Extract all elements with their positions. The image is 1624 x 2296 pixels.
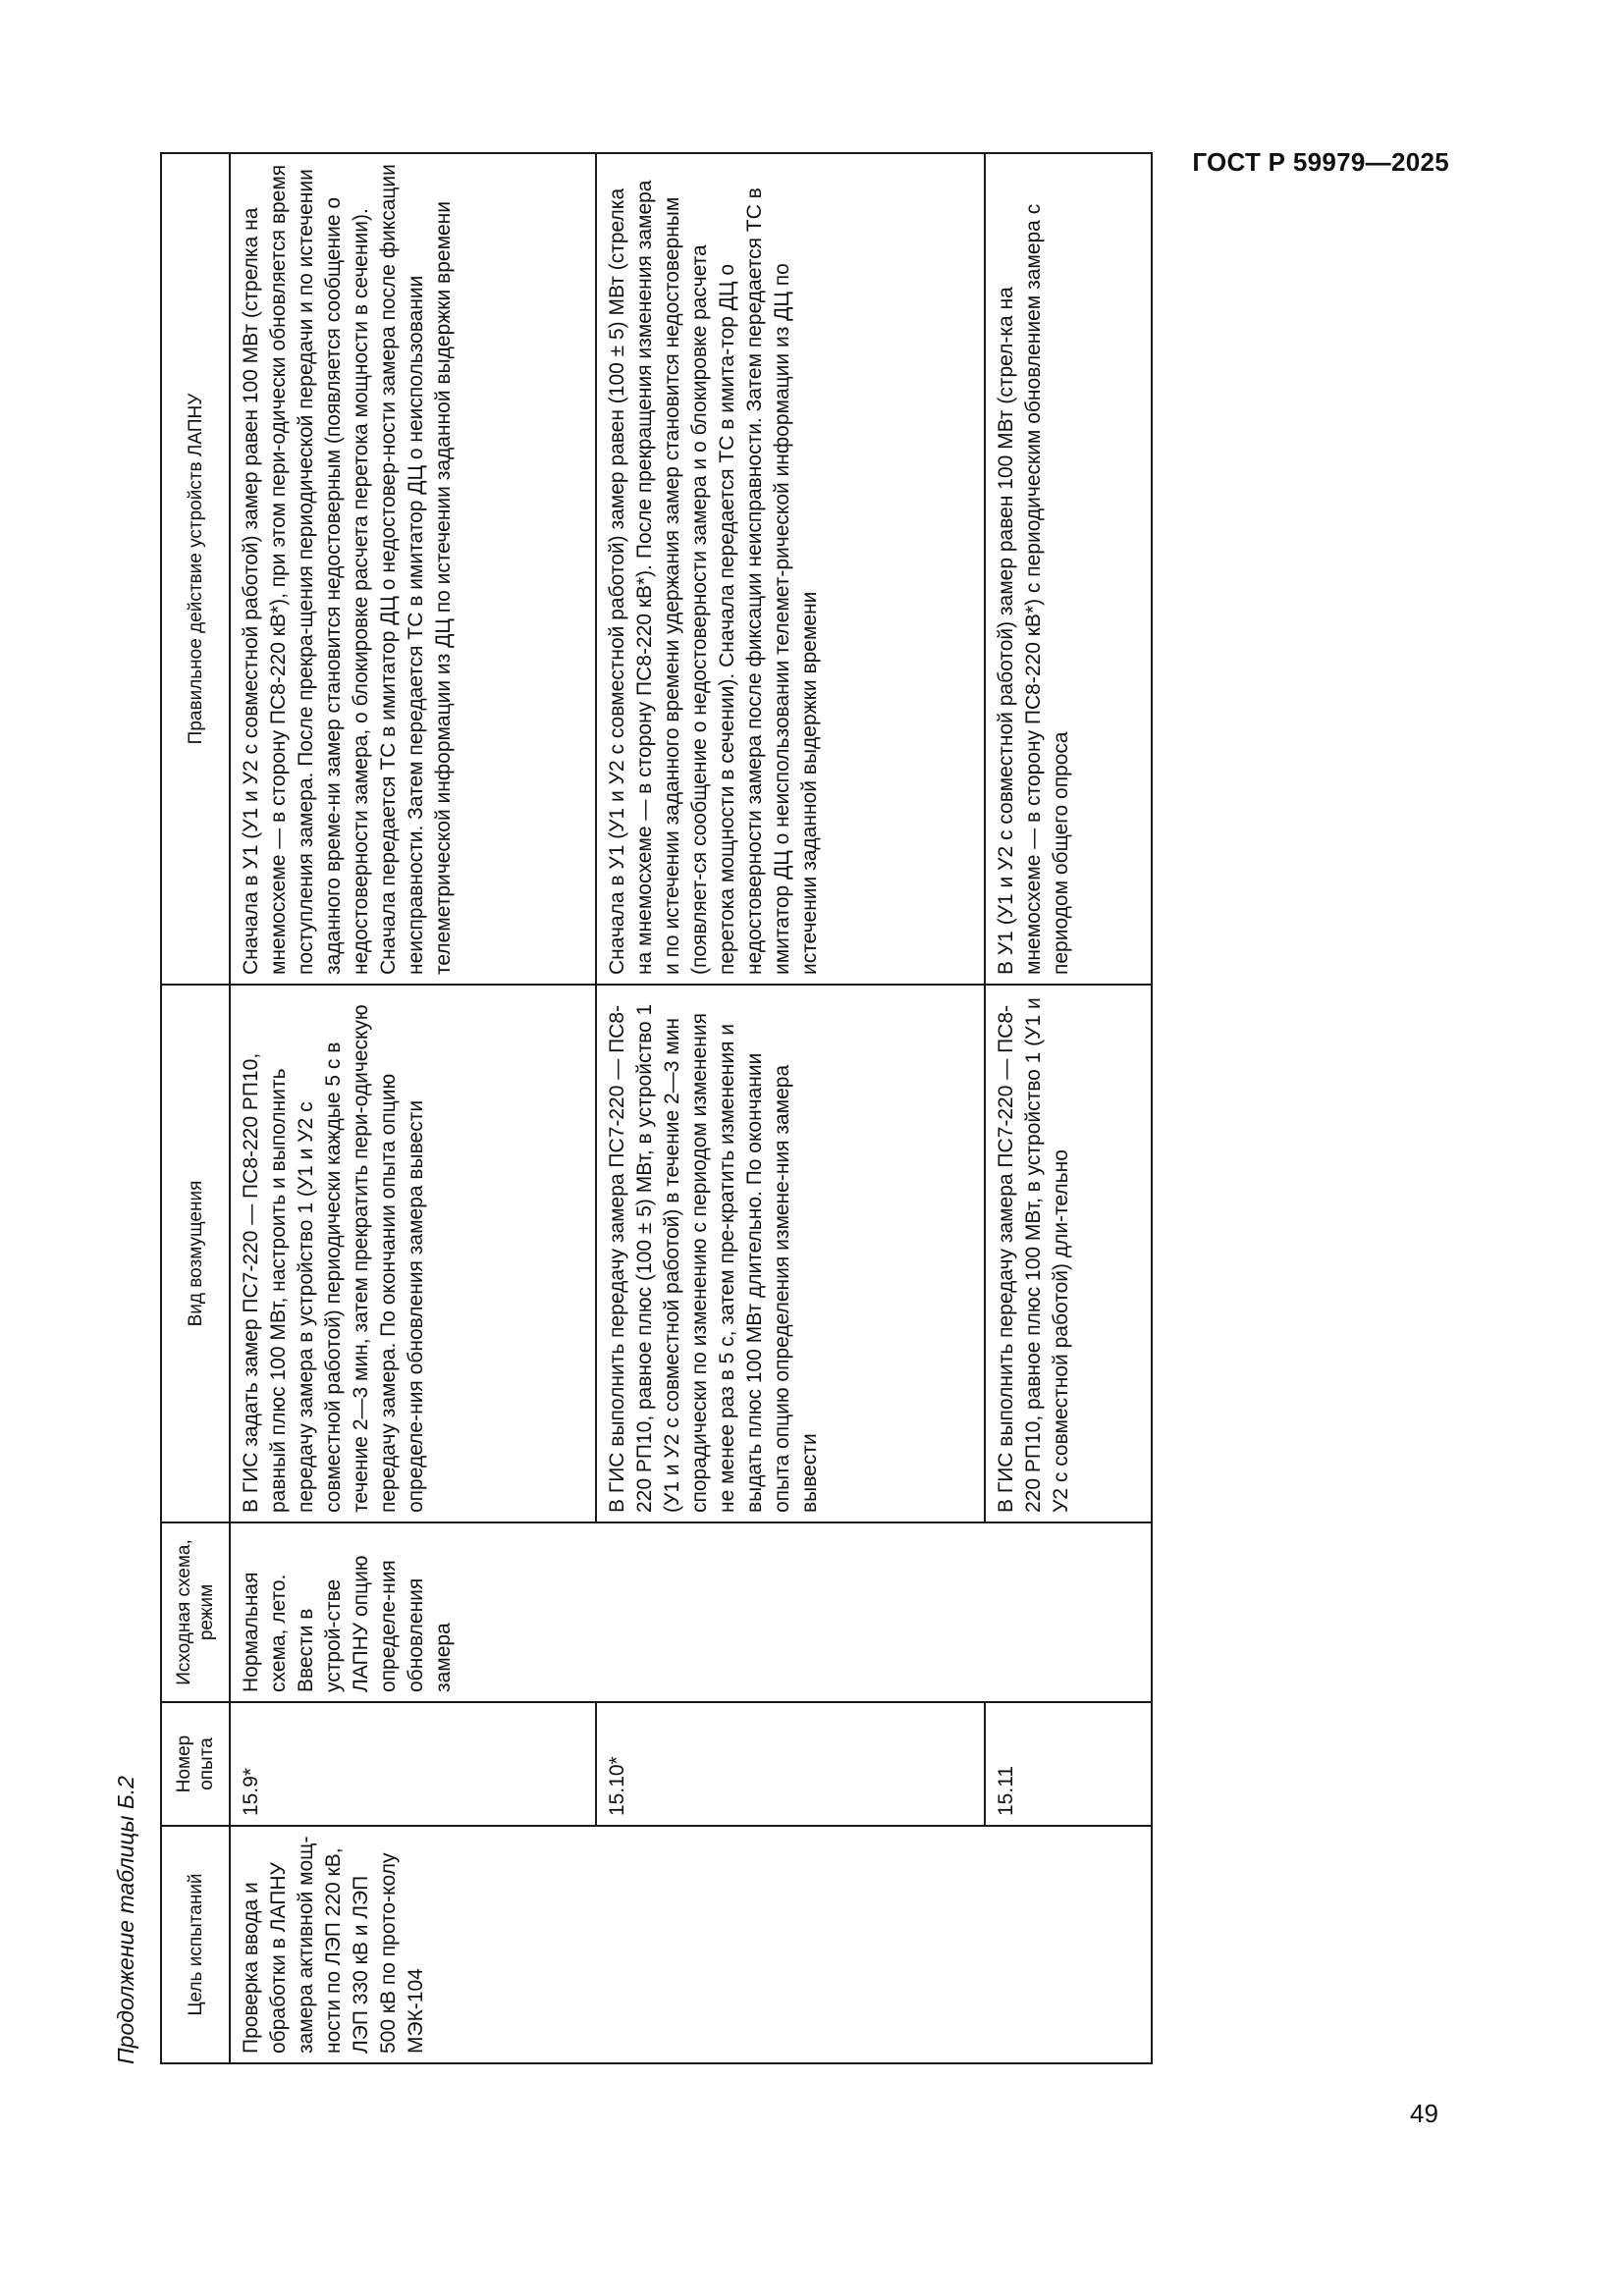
table-header-row [161,153,230,2063]
cell-disturbance: В ГИС задать замер ПС7-220 — ПС8-220 РП10, равный плюс 100 МВт, настроить и выполнить передачу замера в устройство 1 (У1 и У2 с совместной работой) периодически каждые 5 с в течение 2—3 мин, затем прекратить пери-одическую передачу замера. По окончании опыта опцию определе-ния обновления замера вывести [230,985,596,1522]
col-header-disturbance: Вид возмущения [161,985,230,1522]
col-header-action: Правильное действие устройств ЛАПНУ [161,153,230,985]
page-number: 49 [1410,2099,1438,2128]
cell-scheme: Нормальная схема, лето. Ввести в устрой-стве ЛАПНУ опцию определе-ния обновления замера [230,1522,1152,1702]
cell-goal: Проверка ввода и обработки в ЛАПНУ замера активной мощ-ности по ЛЭП 220 кВ, ЛЭП 330 кВ и ЛЭП 500 кВ по прото-колу МЭК-104 [230,1826,1152,2063]
col-header-scheme: Исходная схема, режим [161,1522,230,1702]
col-header-number: Номер опыта [161,1702,230,1826]
standard-code: ГОСТ Р 59979—2025 [1192,147,1449,177]
cell-action: Сначала в У1 (У1 и У2 с совместной работой) замер равен 100 МВт (стрелка на мнемосхеме — в сторону ПС8-220 кВ*), при этом пери-одически обновляется время поступления замера. После прекра-щения периодической передачи и по истечении заданного време-ни замер становится недостоверным (появляется сообщение о недостоверности замера, о блокировке расчета перетока мощности в сечении). Сначала передается ТС в имитатор ДЦ о недостовер-ности замера после фиксации неисправности. Затем передается ТС в имитатор ДЦ о неиспользовании телеметрической информации из ДЦ по истечении заданной выдержки времени [230,153,596,985]
col-header-goal: Цель испытаний [161,1826,230,2063]
cell-number: 15.11 [985,1702,1152,1826]
table-caption: Продолжение таблицы Б.2 [113,1776,138,2064]
table-row [596,153,985,2063]
test-table [160,152,1153,2064]
rotated-table-block [108,154,1104,2064]
cell-action: Сначала в У1 (У1 и У2 с совместной работой) замер равен (100 ± 5) МВт (стрелка на мнемосхеме — в сторону ПС8-220 кВ*). После прекращения изменения замера и по истечении заданного времени удержания замер становится недостоверным (появляет-ся сообщение о недостоверности замера и о блокировке расчета перетока мощности в сечении). Сначала передается ТС в имита-тор ДЦ о недостоверности замера после фиксации неисправности. Затем передается ТС в имитатор ДЦ о неиспользовании телемет-рической информации из ДЦ по истечении заданной выдержки времени [596,153,985,985]
cell-disturbance: В ГИС выполнить передачу замера ПС7-220 — ПС8-220 РП10, равное плюс (100 ± 5) МВт, в устройство 1 (У1 и У2 с совместной работой) в течение 2—3 мин спорадически по изменению с периодом изменения не менее раз в 5 с, затем пре-кратить изменения и выдать плюс 100 МВт длительно. По окончании опыта опцию определения измене-ния замера вывести [596,985,985,1522]
cell-disturbance: В ГИС выполнить передачу замера ПС7-220 — ПС8-220 РП10, равное плюс 100 МВт, в устройство 1 (У1 и У2 с совместной работой) дли-тельно [985,985,1152,1522]
table-row [985,153,1152,2063]
cell-number: 15.9* [230,1702,596,1826]
cell-action: В У1 (У1 и У2 с совместной работой) замер равен 100 МВт (стрел-ка на мнемосхеме — в сторону ПС8-220 кВ*) с периодическим обновлением замера с периодом общего опроса [985,153,1152,985]
table-row [230,153,596,2063]
cell-number: 15.10* [596,1702,985,1826]
